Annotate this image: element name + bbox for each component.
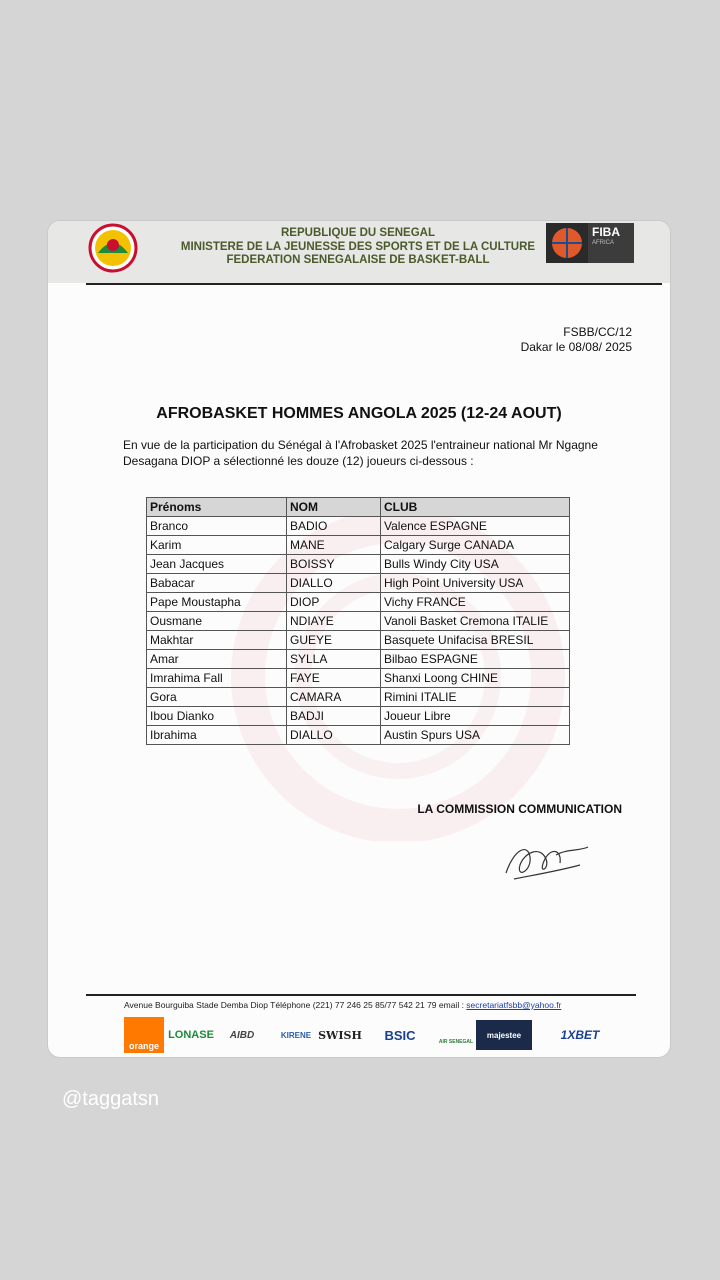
table-row: [147, 555, 570, 574]
cell-club: Joueur Libre: [381, 707, 570, 726]
letterhead-line-1: REPUBLIQUE DU SENEGAL: [281, 227, 435, 239]
cell-prenom: Karim: [147, 536, 287, 555]
cell-prenom: Pape Moustapha: [147, 593, 287, 612]
majestee-label: majestee: [486, 1030, 522, 1040]
cell-prenom: Ibou Dianko: [147, 707, 287, 726]
cell-nom: GUEYE: [287, 631, 381, 650]
cell-prenom: Makhtar: [147, 631, 287, 650]
cell-prenom: Jean Jacques: [147, 555, 287, 574]
cell-nom: DIALLO: [287, 726, 381, 745]
column-header-nom: NOM: [287, 498, 381, 517]
reference-code: FSBB/CC/12: [563, 325, 632, 339]
address-text: Avenue Bourguiba Stade Demba Diop Téléphone (221) 77 246 25 85/77 542 21 79 email :: [124, 1000, 467, 1010]
table-row: [147, 536, 570, 555]
bsic-label: BSIC: [384, 1027, 416, 1043]
table-row: [147, 631, 570, 650]
footer-divider: [86, 994, 636, 996]
letterhead-line-3: FEDERATION SENEGALAISE DE BASKET-BALL: [226, 254, 490, 266]
players-table: [146, 497, 570, 745]
cell-club: Shanxi Loong CHINE: [381, 669, 570, 688]
intro-paragraph: En vue de la participation du Sénégal à l'Afrobasket 2025 l'entraineur national Mr Ngagne Desagana DIOP a sélectionné les douze (12) joueurs ci-dessous :: [123, 438, 598, 468]
aibd-logo: [222, 1017, 262, 1053]
table-row: [147, 669, 570, 688]
cell-prenom: Ousmane: [147, 612, 287, 631]
air-senegal-label: AIR SENEGAL: [438, 1039, 474, 1045]
swish-label: SWISH: [318, 1028, 362, 1042]
cell-nom: BADJI: [287, 707, 381, 726]
cell-prenom: Ibrahima: [147, 726, 287, 745]
reference-block: [521, 325, 632, 355]
sponsor-strip: [124, 1017, 624, 1053]
fsbb-logo-icon: [88, 223, 138, 273]
letterhead-text: [168, 227, 548, 268]
document-title: AFROBASKET HOMMES ANGOLA 2025 (12-24 AOUT): [156, 405, 562, 422]
table-row: [147, 593, 570, 612]
column-header-club: CLUB: [381, 498, 570, 517]
table-row: [147, 726, 570, 745]
kirene-label: KIRENE: [280, 1030, 312, 1040]
cell-prenom: Babacar: [147, 574, 287, 593]
cell-club: Rimini ITALIE: [381, 688, 570, 707]
cell-nom: BOISSY: [287, 555, 381, 574]
1xbet-label: 1XBET: [560, 1028, 600, 1042]
document-card: [48, 221, 670, 1057]
column-header-prenoms: Prénoms: [147, 498, 287, 517]
fiba-label: FIBA: [592, 225, 620, 239]
lonase-logo: [168, 1017, 214, 1053]
cell-prenom: Amar: [147, 650, 287, 669]
cell-club: Vanoli Basket Cremona ITALIE: [381, 612, 570, 631]
cell-club: Bulls Windy City USA: [381, 555, 570, 574]
table-header-row: [147, 498, 570, 517]
cell-nom: DIOP: [287, 593, 381, 612]
cell-nom: MANE: [287, 536, 381, 555]
orange-logo: [124, 1017, 164, 1053]
cell-nom: SYLLA: [287, 650, 381, 669]
orange-label: orange: [128, 1041, 159, 1051]
lonase-label: LONASE: [168, 1029, 214, 1041]
table-row: [147, 517, 570, 536]
majestee-logo: [476, 1020, 532, 1050]
cell-prenom: Imrahima Fall: [147, 669, 287, 688]
fiba-sub-label: AFRICA: [592, 240, 615, 246]
cell-club: Basquete Unifacisa BRESIL: [381, 631, 570, 650]
air-senegal-logo: [436, 1017, 476, 1053]
letterhead-line-2: MINISTERE DE LA JEUNESSE DES SPORTS ET DE LA CULTURE: [180, 240, 536, 253]
cell-nom: FAYE: [287, 669, 381, 688]
cell-nom: NDIAYE: [287, 612, 381, 631]
cell-nom: CAMARA: [287, 688, 381, 707]
cell-nom: BADIO: [287, 517, 381, 536]
footer-address: [124, 1000, 561, 1010]
cell-prenom: Gora: [147, 688, 287, 707]
bsic-logo: [368, 1017, 432, 1053]
table-row: [147, 574, 570, 593]
table-row: [147, 612, 570, 631]
cell-nom: DIALLO: [287, 574, 381, 593]
cell-club: Bilbao ESPAGNE: [381, 650, 570, 669]
kirene-logo: [278, 1017, 314, 1053]
header-divider: [86, 283, 662, 285]
aibd-label: AIBD: [229, 1029, 255, 1041]
1xbet-logo: [540, 1017, 620, 1053]
basketball-icon: [546, 223, 588, 263]
commission-signature-label: LA COMMISSION COMMUNICATION: [417, 802, 622, 816]
cell-club: Vichy FRANCE: [381, 593, 570, 612]
cell-club: High Point University USA: [381, 574, 570, 593]
social-handle[interactable]: @taggatsn: [62, 1088, 160, 1110]
table-row: [147, 707, 570, 726]
signature-icon: [500, 835, 595, 887]
table-row: [147, 688, 570, 707]
cell-club: Austin Spurs USA: [381, 726, 570, 745]
email-link[interactable]: secretariatfsbb@yahoo.fr: [466, 1000, 562, 1010]
cell-prenom: Branco: [147, 517, 287, 536]
letterhead: [48, 221, 670, 283]
cell-club: Calgary Surge CANADA: [381, 536, 570, 555]
place-date: Dakar le 08/08/ 2025: [520, 340, 632, 354]
swish-logo: [320, 1017, 360, 1053]
fiba-africa-logo: [546, 223, 634, 263]
table-row: [147, 650, 570, 669]
cell-club: Valence ESPAGNE: [381, 517, 570, 536]
